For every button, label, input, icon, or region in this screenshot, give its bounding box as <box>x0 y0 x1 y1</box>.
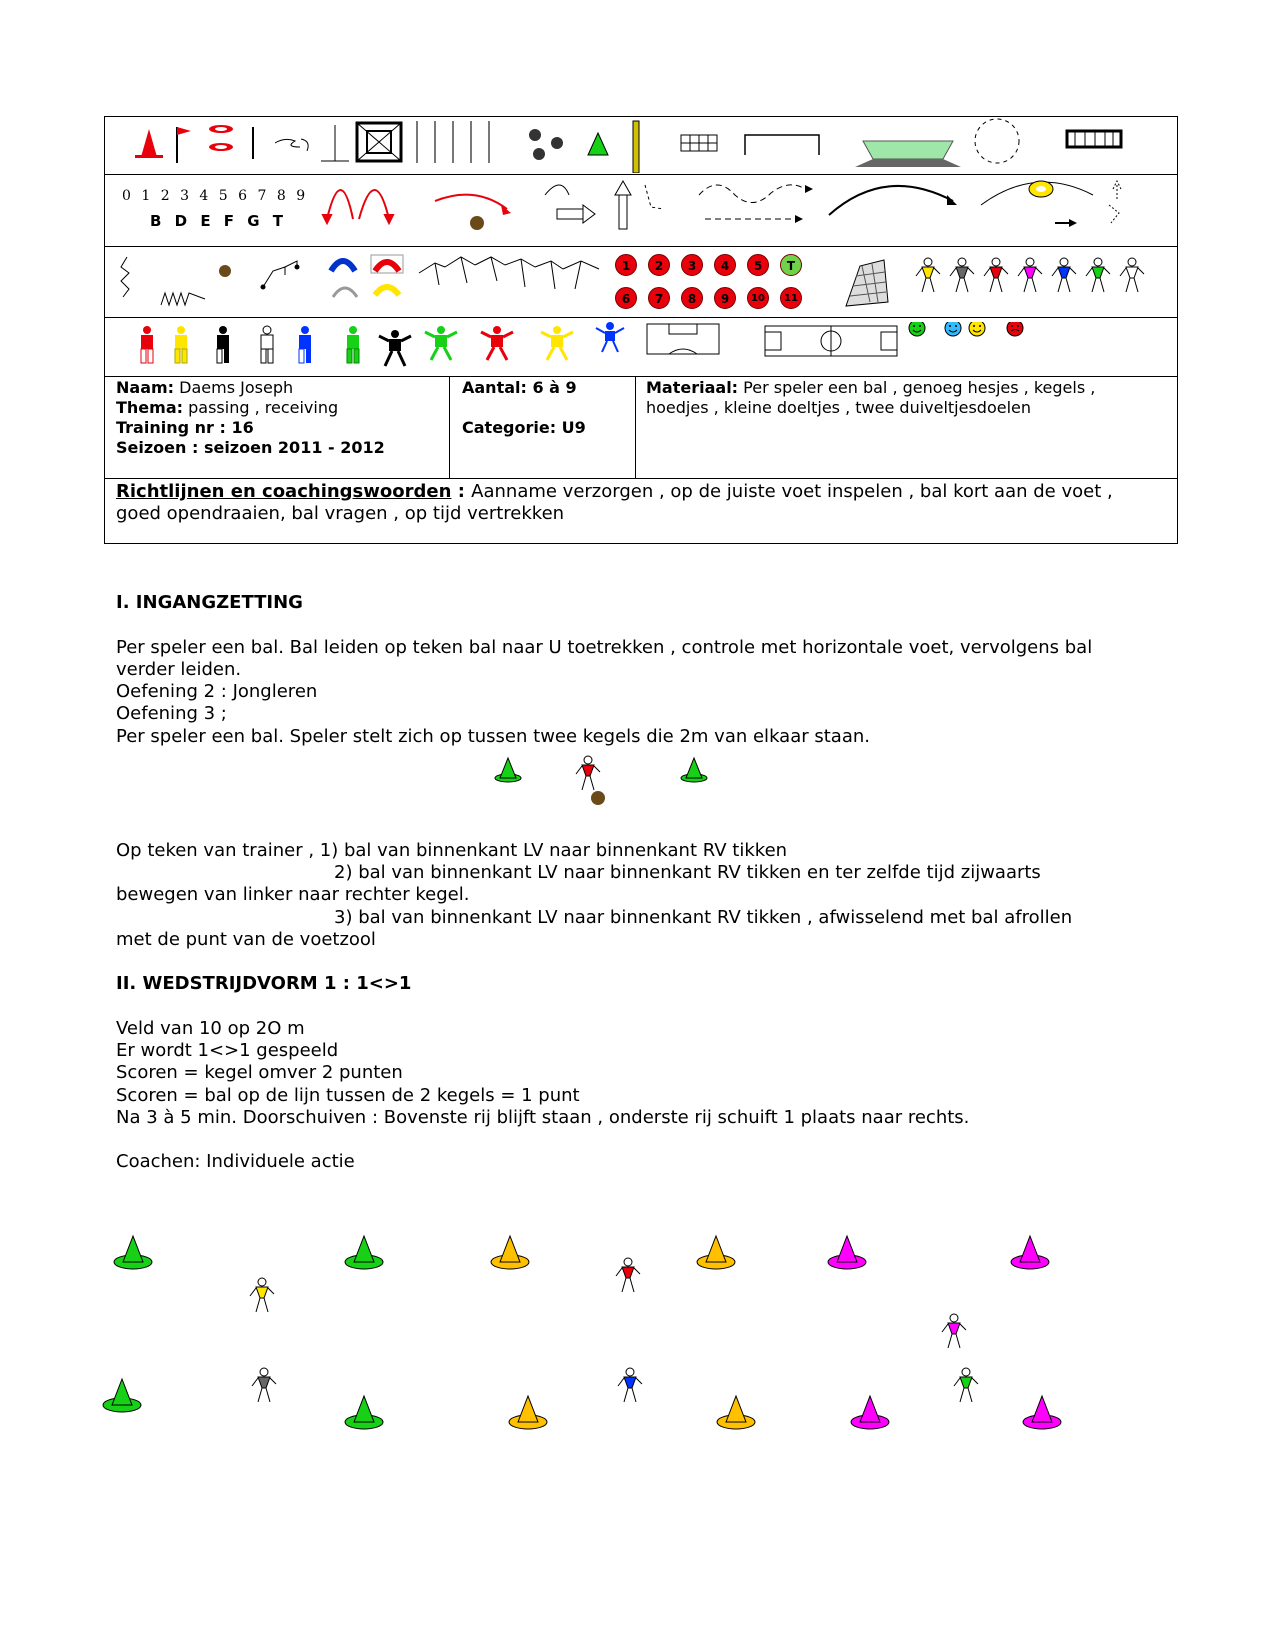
section-1-paragraph: Per speler een bal. Speler stelt zich op tussen twee kegels die 2m van elkaar staan. <box>116 726 870 747</box>
yellow-hat-marker-icon <box>375 287 399 295</box>
section-1-paragraph: bewegen van linker naar rechter kegel. <box>116 884 470 905</box>
thema-label: Thema: <box>116 398 184 417</box>
green-cone-icon <box>495 758 521 782</box>
corner-flag-icon <box>177 127 191 163</box>
trainer-badge: T <box>780 254 802 276</box>
movement-icon-row <box>105 175 1177 239</box>
yellow-cone-icon <box>509 1396 547 1429</box>
jump-arrows-icon <box>323 190 393 223</box>
naam-label: Naam: <box>116 378 175 397</box>
smiley-yellow-icon <box>969 322 985 336</box>
player-figure-grey-icon <box>950 258 974 292</box>
red-hat-marker-icon <box>371 255 403 273</box>
smiley-green-icon <box>909 322 925 336</box>
full-field-icon <box>765 326 897 356</box>
mini-goal-icon <box>681 135 717 151</box>
section-1-paragraph: 2) bal van binnenkant LV naar binnenkant RV tikken en ter zelfde tijd zijwaarts <box>334 862 1041 883</box>
thema-value: passing , receiving <box>188 398 339 417</box>
number-badge: 11 <box>780 287 802 309</box>
richtlijnen-colon: : <box>451 481 472 502</box>
slalom-run-icon <box>121 257 129 297</box>
up-arrow-icon <box>615 181 631 229</box>
square-target-icon <box>357 123 401 161</box>
section-1-paragraph: Per speler een bal. Bal leiden op teken bal naar U toetrekken , controle met horizontale voet, vervolgens bal <box>116 637 1093 658</box>
training-number: Training nr : 16 <box>116 418 254 437</box>
number-badge: 5 <box>747 254 769 276</box>
half-field-icon <box>647 324 719 354</box>
player-figure-red-icon <box>984 258 1008 292</box>
magenta-cone-icon <box>1023 1396 1061 1429</box>
player-figure-red-icon <box>576 756 600 790</box>
dashed-circle-icon <box>975 119 1019 163</box>
goalkeeper-blue-icon <box>596 322 624 352</box>
zigzag-arrow-icon <box>161 293 205 305</box>
number-badge: 9 <box>714 287 736 309</box>
green-cone-icon <box>345 1396 383 1429</box>
section-2-line: Na 3 à 5 min. Doorschuiven : Bovenste rij blijft staan , onderste rij schuift 1 plaats naar rechts. <box>116 1107 970 1128</box>
balls-icon <box>529 129 563 160</box>
number-badge: 8 <box>681 287 703 309</box>
match-field-diagram <box>100 1226 1175 1456</box>
dribble-path-icon <box>645 185 663 209</box>
col-divider <box>449 376 450 478</box>
curve-path-icon <box>275 139 308 151</box>
player-kit-black-icon <box>217 326 229 363</box>
section-1-paragraph: Oefening 3 ; <box>116 703 227 724</box>
number-badge: 10 <box>747 287 769 309</box>
yellow-cone-icon <box>491 1236 529 1269</box>
section-1-title: I. INGANGZETTING <box>116 592 303 613</box>
col-divider <box>635 376 636 478</box>
materiaal-value: Per speler een bal , genoeg hesjes , kegels , <box>743 378 1096 397</box>
blue-hat-marker-icon <box>331 261 355 271</box>
number-badge: 7 <box>648 287 670 309</box>
richtlijnen-value-line2: goed opendraaien, bal vragen , op tijd vertrekken <box>116 503 565 524</box>
section-2-line: Veld van 10 op 2O m <box>116 1018 305 1039</box>
dashed-wave-arrow-icon <box>699 185 805 219</box>
number-badge: 2 <box>648 254 670 276</box>
goalkeeper-yellow-icon <box>541 326 573 360</box>
disc-marker-icon <box>209 125 233 151</box>
number-badge: 4 <box>714 254 736 276</box>
magenta-cone-icon <box>851 1396 889 1429</box>
row-divider <box>105 478 1177 479</box>
materiaal-value-line2: hoedjes , kleine doeltjes , twee duiveltjesdoelen <box>646 398 1032 417</box>
player-figure-yellow-icon <box>916 258 940 292</box>
player-figure-grey-icon <box>252 1368 276 1402</box>
section-1-paragraph: 3) bal van binnenkant LV naar binnenkant RV tikken , afwisselend met bal afrollen <box>334 907 1073 928</box>
pass-arrow-icon <box>435 195 511 230</box>
grey-hat-marker-icon <box>333 288 357 297</box>
naam-value: Daems Joseph <box>179 378 294 397</box>
smiley-blue-icon <box>945 322 961 336</box>
equipment-icon-row <box>105 117 1177 173</box>
player-kit-white-icon <box>261 326 273 363</box>
player-routes-icon-row <box>105 247 625 315</box>
zigzag-run-icon <box>1109 181 1121 223</box>
aantal-label: Aantal: 6 à 9 <box>462 378 577 397</box>
player-figure-magenta-icon <box>1018 258 1042 292</box>
magenta-cone-icon <box>1011 1236 1049 1269</box>
section-2-line: Scoren = bal op de lijn tussen de 2 kegels = 1 punt <box>116 1085 580 1106</box>
lob-pass-target-icon <box>981 181 1093 227</box>
rebounder-and-players-icons <box>840 252 1180 316</box>
ball-icon <box>219 265 231 277</box>
hurdle-steps-icon <box>261 261 299 289</box>
arrowhead-icon <box>805 185 813 193</box>
rebounder-net-icon <box>846 260 888 306</box>
training-info-cell <box>116 378 446 458</box>
player-figure-blue-icon <box>1052 258 1076 292</box>
turn-arrow-icon <box>545 185 595 223</box>
section-1-paragraph: verder leiden. <box>116 659 242 680</box>
group-info-cell <box>462 378 632 438</box>
ladder-poles-icon <box>417 121 489 163</box>
smiley-red-icon <box>1007 322 1023 336</box>
green-cone-icon <box>345 1236 383 1269</box>
goalkeeper-green-icon <box>425 326 457 360</box>
player-kit-red-icon <box>141 326 153 363</box>
material-cell <box>646 378 1166 418</box>
goalkeeper-black-icon <box>379 330 411 366</box>
goalkeeper-red-icon <box>481 326 513 360</box>
cone-icon <box>135 129 163 158</box>
field-plane-icon <box>855 141 961 167</box>
number-badge: 6 <box>615 287 637 309</box>
row-divider <box>105 317 1177 318</box>
player-figure-green-icon <box>1086 258 1110 292</box>
ball-icon <box>591 791 605 805</box>
player-figure-yellow-icon <box>250 1278 274 1312</box>
yellow-cone-icon <box>717 1396 755 1429</box>
kits-and-fields-icon-row <box>105 322 1177 378</box>
magenta-cone-icon <box>828 1236 866 1269</box>
richtlijnen-label: Richtlijnen en coachingswoorden <box>116 481 452 502</box>
yellow-cone-icon <box>697 1236 735 1269</box>
hurdle-series-icon <box>419 257 599 289</box>
player-kit-green-icon <box>347 326 359 363</box>
green-cone-icon <box>681 758 707 782</box>
materiaal-label: Materiaal: <box>646 378 739 397</box>
number-badge: 1 <box>615 254 637 276</box>
categorie-label: Categorie: U9 <box>462 418 586 437</box>
section-2-line: Scoren = kegel omver 2 punten <box>116 1062 403 1083</box>
digits-legend: 0 1 2 3 4 5 6 7 8 9 <box>122 188 309 204</box>
number-badge: 3 <box>681 254 703 276</box>
player-figure-red-icon <box>616 1258 640 1292</box>
arrowhead-icon <box>795 215 803 223</box>
section-2-line: Coachen: Individuele actie <box>116 1151 355 1172</box>
green-cone-icon <box>588 133 608 155</box>
section-1-paragraph: Op teken van trainer , 1) bal van binnenkant LV naar binnenkant RV tikken <box>116 840 788 861</box>
player-figure-green-icon <box>954 1368 978 1402</box>
letters-legend: B D E F G T <box>150 212 288 230</box>
green-cone-icon <box>103 1379 141 1412</box>
player-kit-yellow-icon <box>175 326 187 363</box>
player-figure-magenta-icon <box>942 1314 966 1348</box>
goal-post-icon <box>633 121 639 173</box>
hurdle-icon <box>321 125 349 161</box>
season: Seizoen : seizoen 2011 - 2012 <box>116 438 385 457</box>
section-1-paragraph: met de punt van de voetzool <box>116 929 376 950</box>
goal-frame-icon <box>745 135 819 155</box>
section-1-paragraph: Oefening 2 : Jongleren <box>116 681 318 702</box>
richtlijnen-value: Aanname verzorgen , op de juiste voet inspelen , bal kort aan de voet , <box>471 481 1113 502</box>
player-kit-blue-icon <box>299 326 311 363</box>
section-2-title: II. WEDSTRIJDVORM 1 : 1<>1 <box>116 973 412 994</box>
long-pass-arrow-icon <box>829 186 957 215</box>
large-goal-icon <box>1067 131 1121 147</box>
green-cone-icon <box>114 1236 152 1269</box>
player-figure-white-icon <box>1120 258 1144 292</box>
player-figure-blue-icon <box>618 1368 642 1402</box>
exercise-diagram-two-cones <box>490 752 710 808</box>
coaching-guidelines <box>116 481 1171 525</box>
section-2-line: Er wordt 1<>1 gespeeld <box>116 1040 339 1061</box>
